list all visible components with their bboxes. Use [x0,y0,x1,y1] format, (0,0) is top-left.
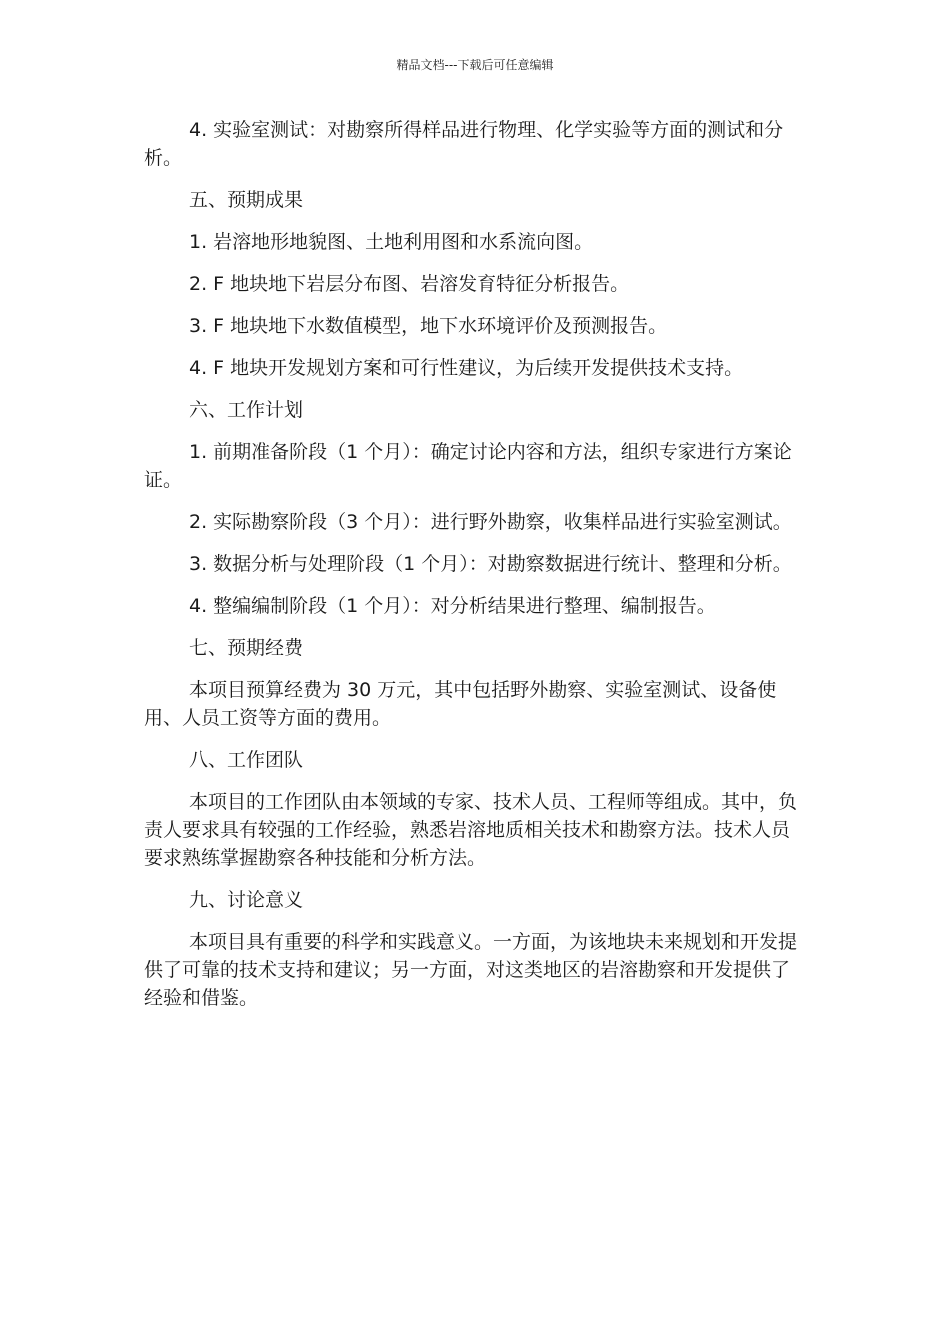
paragraph-significance: 本项目具有重要的科学和实践意义。一方面，为该地块未来规划和开发提供了可靠的技术支持和建议；另一方面，对这类地区的岩溶勘察和开发提供了经验和借鉴。 [144,931,798,1009]
section-heading-team: 八、工作团队 [189,749,304,771]
list-item-plan-1: 1. 前期准备阶段（1 个月）：确定讨论内容和方法，组织专家进行方案论证。 [144,441,792,491]
paragraph-budget: 本项目预算经费为 30 万元，其中包括野外勘察、实验室测试、设备使用、人员工资等方面的费用。 [144,679,777,729]
list-item-result-3: 3. F 地块地下水数值模型，地下水环境评价及预测报告。 [189,315,668,337]
list-item-plan-3: 3. 数据分析与处理阶段（1 个月）：对勘察数据进行统计、整理和分析。 [189,553,792,575]
document-body [144,116,808,1026]
page-header: 精品文档---下载后可任意编辑 [396,58,554,72]
paragraph-team: 本项目的工作团队由本领域的专家、技术人员、工程师等组成。其中，负责人要求具有较强的工作经验，熟悉岩溶地质相关技术和勘察方法。技术人员要求熟练掌握勘察各种技能和分析方法。 [144,791,798,869]
list-item-result-1: 1. 岩溶地形地貌图、土地利用图和水系流向图。 [189,231,594,253]
section-heading-work-plan: 六、工作计划 [189,399,304,421]
section-heading-significance: 九、讨论意义 [189,889,304,911]
list-item-plan-2: 2. 实际勘察阶段（3 个月）：进行野外勘察，收集样品进行实验室测试。 [189,511,792,533]
list-item-plan-4: 4. 整编编制阶段（1 个月）：对分析结果进行整理、编制报告。 [189,595,716,617]
section-heading-expected-results: 五、预期成果 [189,189,304,211]
list-item-result-4: 4. F 地块开发规划方案和可行性建议，为后续开发提供技术支持。 [189,357,744,379]
section-heading-budget: 七、预期经费 [189,637,304,659]
paragraph-lab-testing: 4. 实验室测试：对勘察所得样品进行物理、化学实验等方面的测试和分析。 [144,119,784,169]
list-item-result-2: 2. F 地块地下岩层分布图、岩溶发育特征分析报告。 [189,273,630,295]
